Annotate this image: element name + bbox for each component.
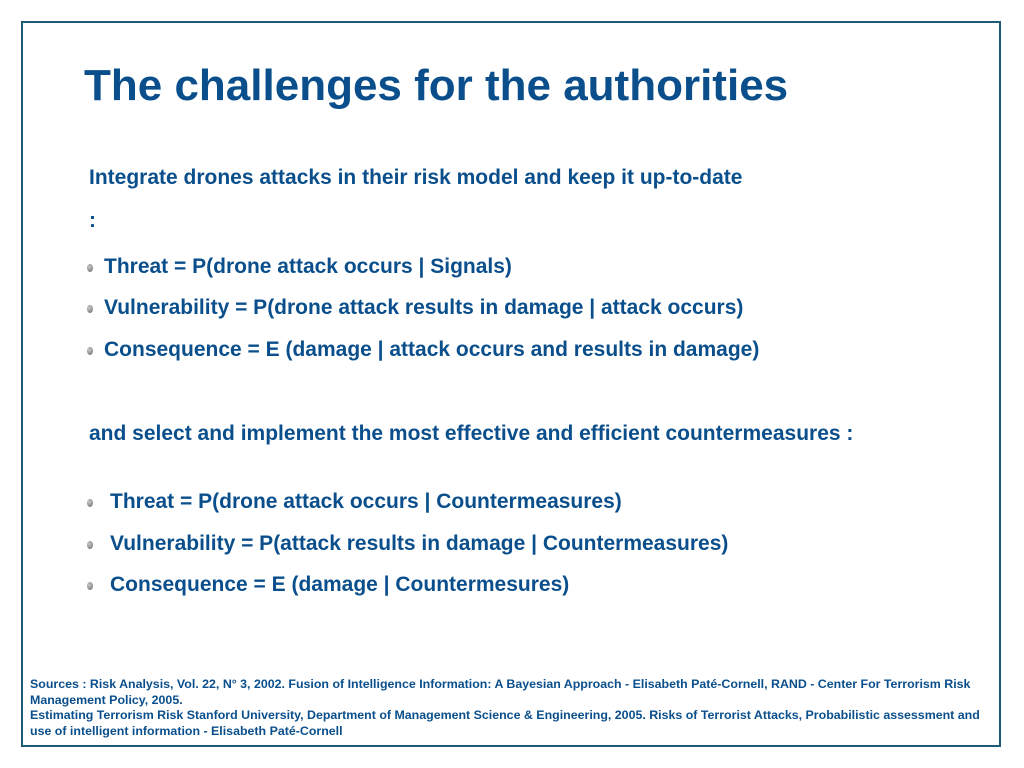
sources-line: Estimating Terrorism Risk Stanford University, Department of Management Science & Engineering, 2005. Risks of Terrorist Attacks, Probabilistic assessment and use of intelligent information - Elisabeth Paté-Cornell <box>30 708 980 738</box>
sources-footnote <box>30 677 990 739</box>
bullet-text: Threat = P(drone attack occurs | Countermeasures) <box>110 490 622 513</box>
bullet-text: Consequence = E (damage | Countermesures) <box>110 573 570 596</box>
section1-heading: Integrate drones attacks in their risk model and keep it up-to-date <box>89 166 743 189</box>
bullet-dot-icon <box>87 264 93 272</box>
bullet-text: Vulnerability = P(drone attack results in damage | attack occurs) <box>104 296 744 319</box>
bullet-text: Vulnerability = P(attack results in damage | Countermeasures) <box>110 532 729 555</box>
bullet-dot-icon <box>87 582 93 590</box>
bullet-dot-icon <box>87 347 93 355</box>
section1-heading-colon: : <box>89 209 96 232</box>
sources-line: Sources : Risk Analysis, Vol. 22, N° 3, 2002. Fusion of Intelligence Information: A Bayesian Approach - Elisabeth Paté-Cornell, RAND - Center For Terrorism Risk Management Policy, 2005. <box>30 677 971 707</box>
bullet-text: Consequence = E (damage | attack occurs and results in damage) <box>104 338 760 361</box>
slide-title: The challenges for the authorities <box>84 61 789 110</box>
bullet-text: Threat = P(drone attack occurs | Signals) <box>104 255 512 278</box>
bullet-dot-icon <box>87 541 93 549</box>
bullet-dot-icon <box>87 305 93 313</box>
bullet-dot-icon <box>87 499 93 507</box>
section2-heading: and select and implement the most effective and efficient countermeasures : <box>89 422 854 445</box>
slide-frame <box>21 21 1001 747</box>
